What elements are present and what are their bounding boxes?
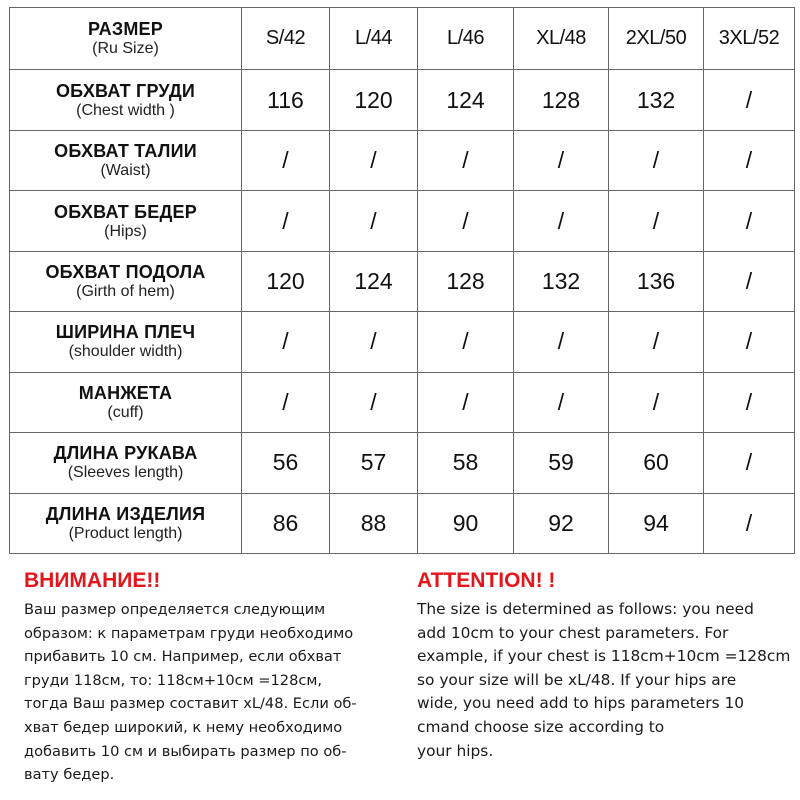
measurement-value: / (330, 312, 418, 372)
measurement-label-cell (10, 312, 242, 372)
attention-line: груди 118см, то: 118см+10см =128см, (24, 671, 323, 689)
measurement-value: 136 (609, 251, 704, 311)
measurement-value: / (514, 312, 609, 372)
measurement-label: ШИРИНА ПЛЕЧ (55, 322, 196, 343)
attention-line: прибавить 10 см. Например, если обхват (24, 648, 342, 666)
measurement-value: / (330, 191, 418, 251)
measurement-value: / (242, 130, 330, 190)
measurement-value: 94 (609, 493, 704, 553)
measurement-value: / (704, 191, 795, 251)
attention-note-en (417, 568, 800, 763)
size-chart-table (9, 7, 795, 554)
size-header-sublabel: (Ru Size) (92, 40, 159, 58)
measurement-label: ОБХВАТ ГРУДИ (55, 80, 196, 101)
measurement-value: 124 (330, 251, 418, 311)
measurement-value: / (609, 130, 704, 190)
measurement-value: / (609, 191, 704, 251)
attention-line: so your size will be xL/48. If your hips are (417, 670, 737, 689)
measurement-value: / (242, 312, 330, 372)
measurement-sublabel: (Sleeves length) (67, 464, 184, 482)
measurement-label: ОБХВАТ ТАЛИИ (54, 141, 197, 162)
measurement-value: / (609, 312, 704, 372)
measurement-value: 59 (514, 433, 609, 493)
measurement-value: / (704, 70, 795, 130)
measurement-label-cell (10, 70, 242, 130)
measurement-value: 132 (514, 251, 609, 311)
measurement-value: 128 (418, 251, 514, 311)
measurement-label-cell (10, 191, 242, 251)
measurement-value: / (704, 130, 795, 190)
measurement-value: 120 (242, 251, 330, 311)
attention-text-en (417, 598, 800, 763)
measurement-value: / (704, 372, 795, 432)
measurement-value: / (418, 130, 514, 190)
size-header-row (10, 8, 795, 70)
size-column-header: 3XL/52 (704, 8, 795, 70)
measurement-value: / (330, 130, 418, 190)
attention-line: wide, you need add to hips parameters 10 (417, 694, 745, 713)
measurement-sublabel: (Product length) (68, 524, 183, 542)
measurement-row (10, 191, 795, 251)
measurement-sublabel: (cuff) (107, 403, 144, 421)
measurement-value: / (514, 191, 609, 251)
measurement-value: / (242, 191, 330, 251)
size-column-header: L/46 (418, 8, 514, 70)
size-column-header: S/42 (242, 8, 330, 70)
measurement-sublabel: (Girth of hem) (76, 282, 175, 300)
attention-text-ru (24, 598, 410, 787)
attention-line: вату бедер. (24, 766, 115, 784)
measurement-row (10, 70, 795, 130)
measurement-label: ДЛИНА ИЗДЕЛИЯ (45, 503, 206, 524)
attention-line: cmand choose size according to (417, 717, 665, 736)
attention-title-ru: ВНИМАНИЕ!! (24, 569, 161, 592)
measurement-value: 56 (242, 433, 330, 493)
measurement-value: 128 (514, 70, 609, 130)
measurement-value: 116 (242, 70, 330, 130)
measurement-label: ОБХВАТ БЕДЕР (54, 201, 197, 222)
attention-line: The size is determined as follows: you need (417, 600, 754, 618)
measurement-value: 120 (330, 70, 418, 130)
attention-line: add 10cm to your chest parameters. For (417, 623, 729, 642)
measurement-row (10, 251, 795, 311)
size-column-header: L/44 (330, 8, 418, 70)
attention-line: тогда Ваш размер составит xL/48. Если об- (24, 695, 357, 713)
attention-line: Ваш размер определяется следующим (24, 601, 326, 618)
attention-note-ru (24, 568, 410, 787)
measurement-value: / (418, 191, 514, 251)
measurement-value: 86 (242, 493, 330, 553)
measurement-label: ОБХВАТ ПОДОЛА (45, 261, 206, 282)
size-header-label: РАЗМЕР (88, 19, 163, 40)
size-column-header: XL/48 (514, 8, 609, 70)
measurement-label-cell (10, 372, 242, 432)
measurement-row (10, 312, 795, 372)
measurement-label-cell (10, 251, 242, 311)
size-column-header: 2XL/50 (609, 8, 704, 70)
size-header-label-cell (10, 8, 242, 70)
attention-title-en: ATTENTION! ! (417, 569, 556, 592)
measurement-sublabel: (shoulder width) (68, 343, 183, 361)
measurement-value: / (242, 372, 330, 432)
measurement-value: / (704, 251, 795, 311)
measurement-label-cell (10, 130, 242, 190)
measurement-label-cell (10, 433, 242, 493)
measurement-row (10, 493, 795, 553)
measurement-label-cell (10, 493, 242, 553)
measurement-row (10, 130, 795, 190)
measurement-value: 88 (330, 493, 418, 553)
measurement-row (10, 372, 795, 432)
measurement-value: / (514, 130, 609, 190)
measurement-value: / (330, 372, 418, 432)
attention-line: образом: к параметрам груди необходимо (24, 624, 354, 642)
attention-line: your hips. (417, 741, 494, 760)
measurement-value: 60 (609, 433, 704, 493)
measurement-value: / (704, 433, 795, 493)
measurement-value: 90 (418, 493, 514, 553)
measurement-sublabel: (Hips) (104, 222, 147, 240)
attention-line: добавить 10 см и выбирать размер по об- (24, 742, 347, 760)
attention-line: хват бедер широкий, к нему необходимо (24, 718, 343, 736)
measurement-value: / (704, 312, 795, 372)
measurement-row (10, 433, 795, 493)
measurement-label: МАНЖЕТА (78, 382, 173, 403)
measurement-value: 92 (514, 493, 609, 553)
measurement-sublabel: (Waist) (100, 162, 151, 180)
measurement-value: 124 (418, 70, 514, 130)
measurement-label: ДЛИНА РУКАВА (53, 443, 198, 464)
attention-line: example, if your chest is 118cm+10cm =128cm (417, 647, 791, 666)
measurement-value: 58 (418, 433, 514, 493)
measurement-value: / (514, 372, 609, 432)
measurement-value: / (609, 372, 704, 432)
measurement-value: / (418, 372, 514, 432)
measurement-value: / (704, 493, 795, 553)
measurement-value: / (418, 312, 514, 372)
measurement-value: 132 (609, 70, 704, 130)
measurement-value: 57 (330, 433, 418, 493)
measurement-sublabel: (Chest width ) (76, 101, 175, 119)
